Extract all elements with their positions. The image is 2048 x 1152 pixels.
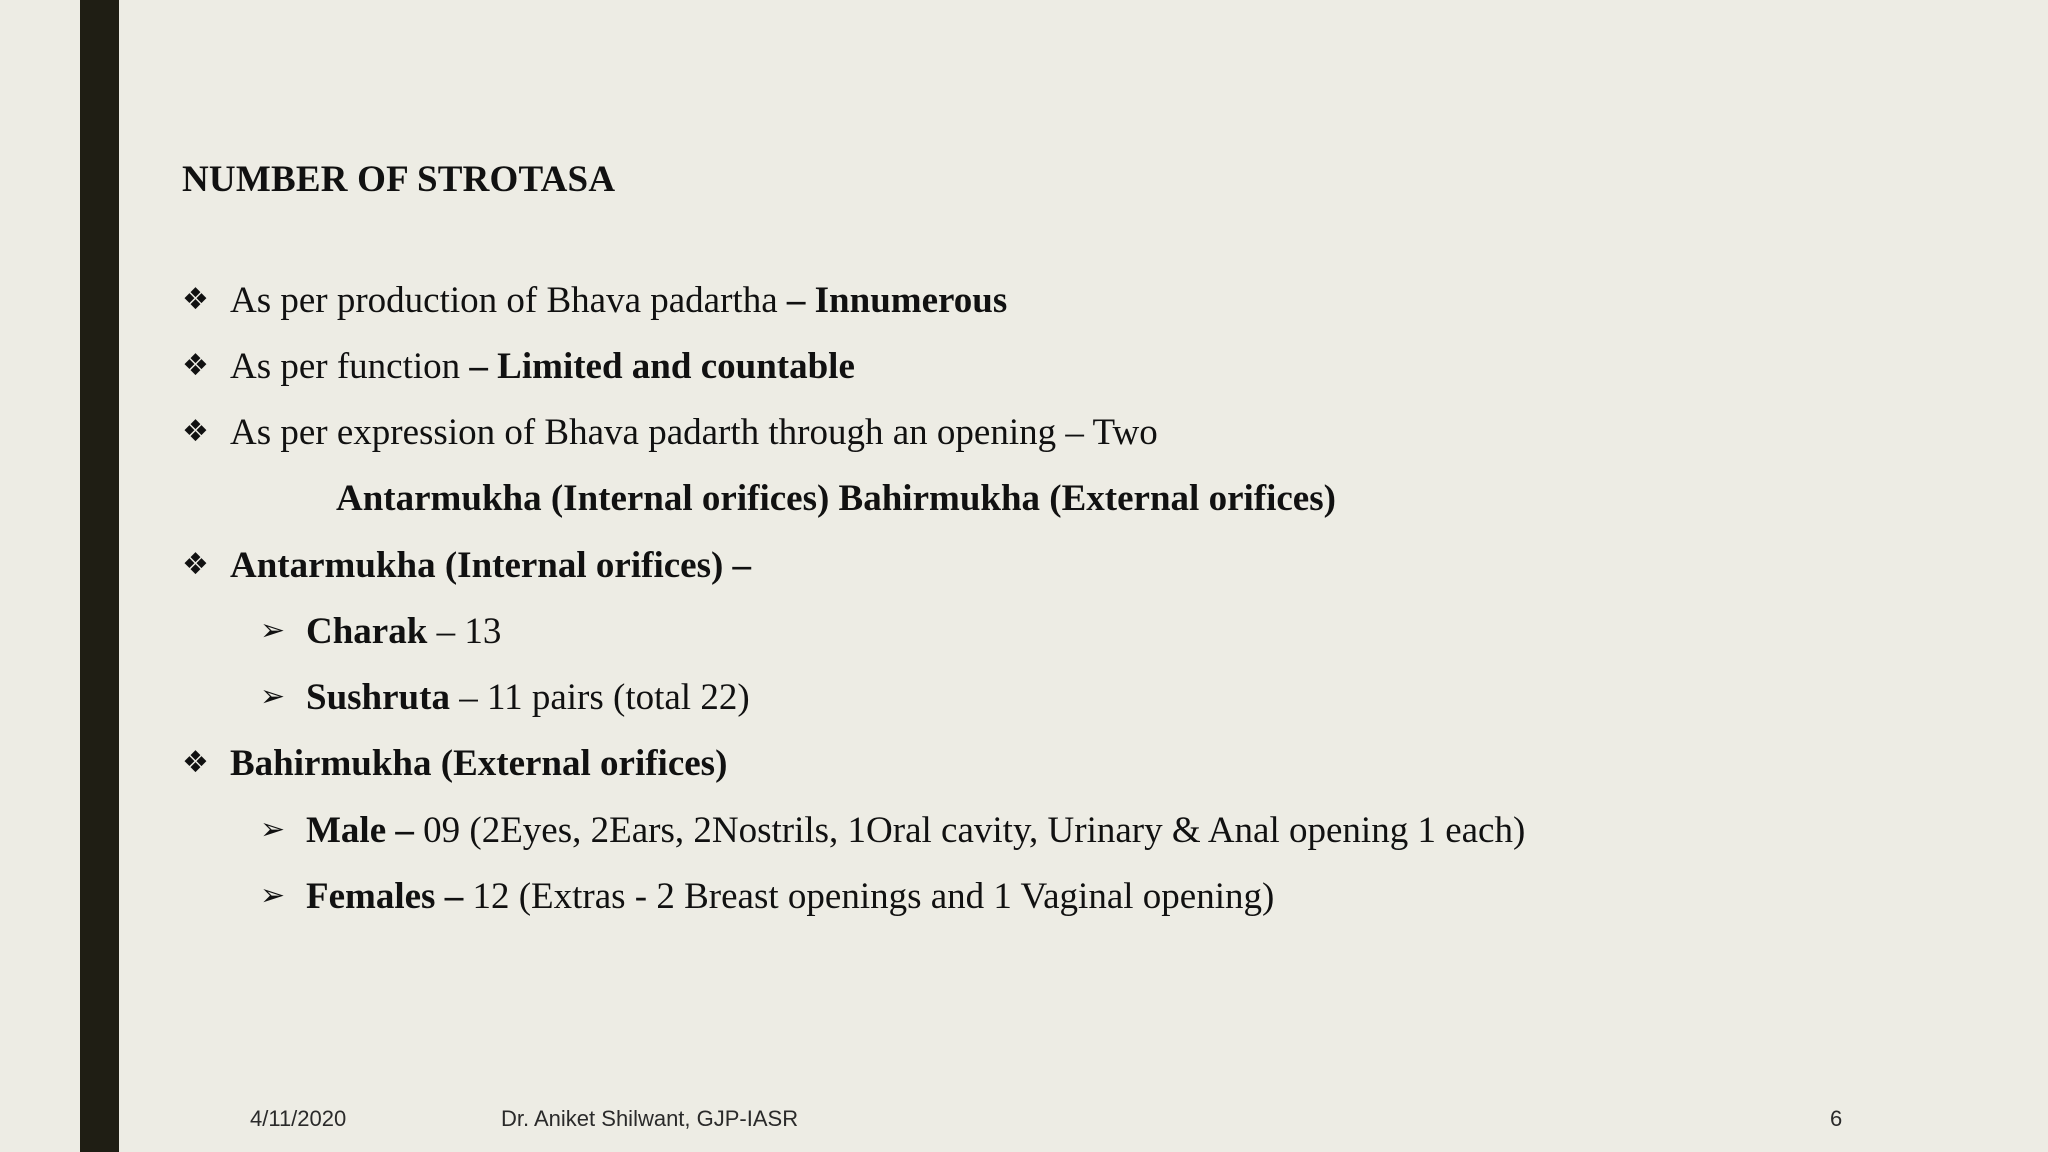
item-text: 09 (2Eyes, 2Ears, 2Nostrils, 1Oral cavity, Urinary & Anal opening 1 each) <box>413 810 1526 851</box>
bullet-item-antarmukha <box>182 547 751 584</box>
item-text: As per expression of Bhava padarth through an opening – Two <box>230 412 1158 453</box>
sub-item-sushruta <box>260 679 750 716</box>
expression-types-line: Antarmukha (Internal orifices) Bahirmukha (External orifices) <box>336 478 1336 519</box>
arrowhead-bullet-icon: ➢ <box>260 812 286 847</box>
item-bold-text: – Innumerous <box>786 280 1008 321</box>
four-diamond-bullet-icon: ❖ <box>182 282 209 317</box>
sub-item-male <box>260 812 1525 849</box>
arrowhead-bullet-icon: ➢ <box>260 613 286 648</box>
footer-author: Dr. Aniket Shilwant, GJP-IASR <box>501 1106 799 1131</box>
item-bold-text: – Limited and countable <box>469 346 855 387</box>
four-diamond-bullet-icon: ❖ <box>182 547 209 582</box>
footer-date: 4/11/2020 <box>250 1106 347 1131</box>
item-bold-text: Sushruta <box>306 677 450 718</box>
slide-title: NUMBER OF STROTASA <box>182 159 616 200</box>
item-text: As per function <box>230 346 470 387</box>
item-text: 12 (Extras - 2 Breast openings and 1 Vaginal opening) <box>463 876 1275 917</box>
bullet-item-function <box>182 348 855 385</box>
four-diamond-bullet-icon: ❖ <box>182 348 209 383</box>
item-text: As per production of Bhava padartha <box>230 280 787 321</box>
arrowhead-bullet-icon: ➢ <box>260 679 286 714</box>
bullet-item-production <box>182 282 1007 319</box>
four-diamond-bullet-icon: ❖ <box>182 745 209 780</box>
item-text: – 11 pairs (total 22) <box>449 677 750 718</box>
arrowhead-bullet-icon: ➢ <box>260 878 286 913</box>
item-text: – 13 <box>427 611 502 652</box>
four-diamond-bullet-icon: ❖ <box>182 414 209 449</box>
item-bold-text: Females – <box>306 876 464 917</box>
left-accent-bar <box>80 0 119 1152</box>
item-bold-text: Antarmukha (Internal orifices) – <box>230 545 752 586</box>
sub-item-females <box>260 878 1274 915</box>
footer-page-number: 6 <box>1830 1106 1843 1131</box>
item-bold-text: Charak <box>306 611 428 652</box>
item-bold-text: Male – <box>306 810 414 851</box>
bullet-item-bahirmukha <box>182 745 727 782</box>
item-bold-text: Bahirmukha (External orifices) <box>230 743 728 784</box>
sub-item-charak <box>260 613 501 650</box>
bullet-item-expression <box>182 414 1158 451</box>
